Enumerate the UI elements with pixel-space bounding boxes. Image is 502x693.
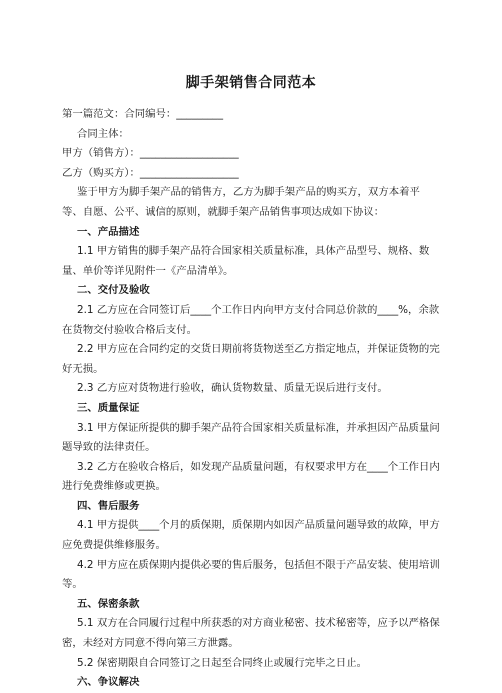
section-4 — [62, 497, 440, 595]
clause-paragraph: 3.1 甲方保证所提供的脚手架产品符合国家相关质量标准，并承担因产品质量问题导致的法律责任。 — [62, 421, 440, 454]
clause-paragraph: 2.1 乙方应在合同签订后____个工作日内向甲方支付合同总价款的____%，余款在货物交付验收合格后支付。 — [62, 303, 440, 336]
contract-parties-label: 合同主体： — [77, 127, 129, 140]
clause-paragraph: 4.1 甲方提供____个月的质保期，质保期内如因产品质量问题导致的故障，甲方应免费提供维修服务。 — [62, 519, 440, 552]
contract-number-line: 第一篇范文：合同编号：_________ — [62, 108, 224, 120]
section-heading: 四、售后服务 — [77, 499, 140, 512]
section-1 — [62, 223, 440, 282]
clause-paragraph: 1.1 甲方销售的脚手架产品符合国家相关质量标准，具体产品型号、规格、数量、单价等详见附件一《产品清单》。 — [62, 245, 430, 277]
section-6 — [62, 673, 440, 693]
section-heading: 二、交付及验收 — [77, 284, 150, 297]
party-a-line: 甲方（销售方）：___________________ — [62, 147, 239, 160]
section-heading: 五、保密条款 — [77, 597, 140, 610]
clause-paragraph: 3.2 乙方在验收合格后，如发现产品质量问题，有权要求甲方在____个工作日内进行免费维修或更换。 — [62, 460, 440, 493]
preamble-paragraph: 鉴于甲方为脚手架产品的销售方，乙方为脚手架产品的购买方，双方本着平等、自愿、公平、诚信的原则，就脚手架产品销售事项达成如下协议： — [62, 186, 420, 218]
clause-paragraph: 5.2 保密期限自合同签订之日起至合同终止或履行完毕之日止。 — [77, 656, 367, 669]
section-2 — [62, 281, 440, 399]
clause-paragraph: 5.1 双方在合同履行过程中所获悉的对方商业秘密、技术秘密等，应予以严格保密，未经对方同意不得向第三方泄露。 — [62, 617, 440, 650]
section-heading: 六、争议解决 — [77, 676, 140, 689]
document-title: 脚手架销售合同范本 — [185, 75, 317, 91]
clause-paragraph: 2.2 甲方应在合同约定的交货日期前将货物送至乙方指定地点，并保证货物的完好无损。 — [62, 343, 440, 375]
section-3 — [62, 399, 440, 497]
section-5 — [62, 595, 440, 673]
section-heading: 一、产品描述 — [77, 225, 140, 238]
clause-paragraph: 2.3 乙方应对货物进行验收，确认货物数量、质量无误后进行支付。 — [77, 382, 388, 395]
clause-paragraph: 4.2 甲方应在质保期内提供必要的售后服务，包括但不限于产品安装、使用培训等。 — [62, 558, 440, 591]
section-heading: 三、质量保证 — [77, 401, 140, 414]
party-b-line: 乙方（购买方）：___________________ — [62, 166, 239, 179]
